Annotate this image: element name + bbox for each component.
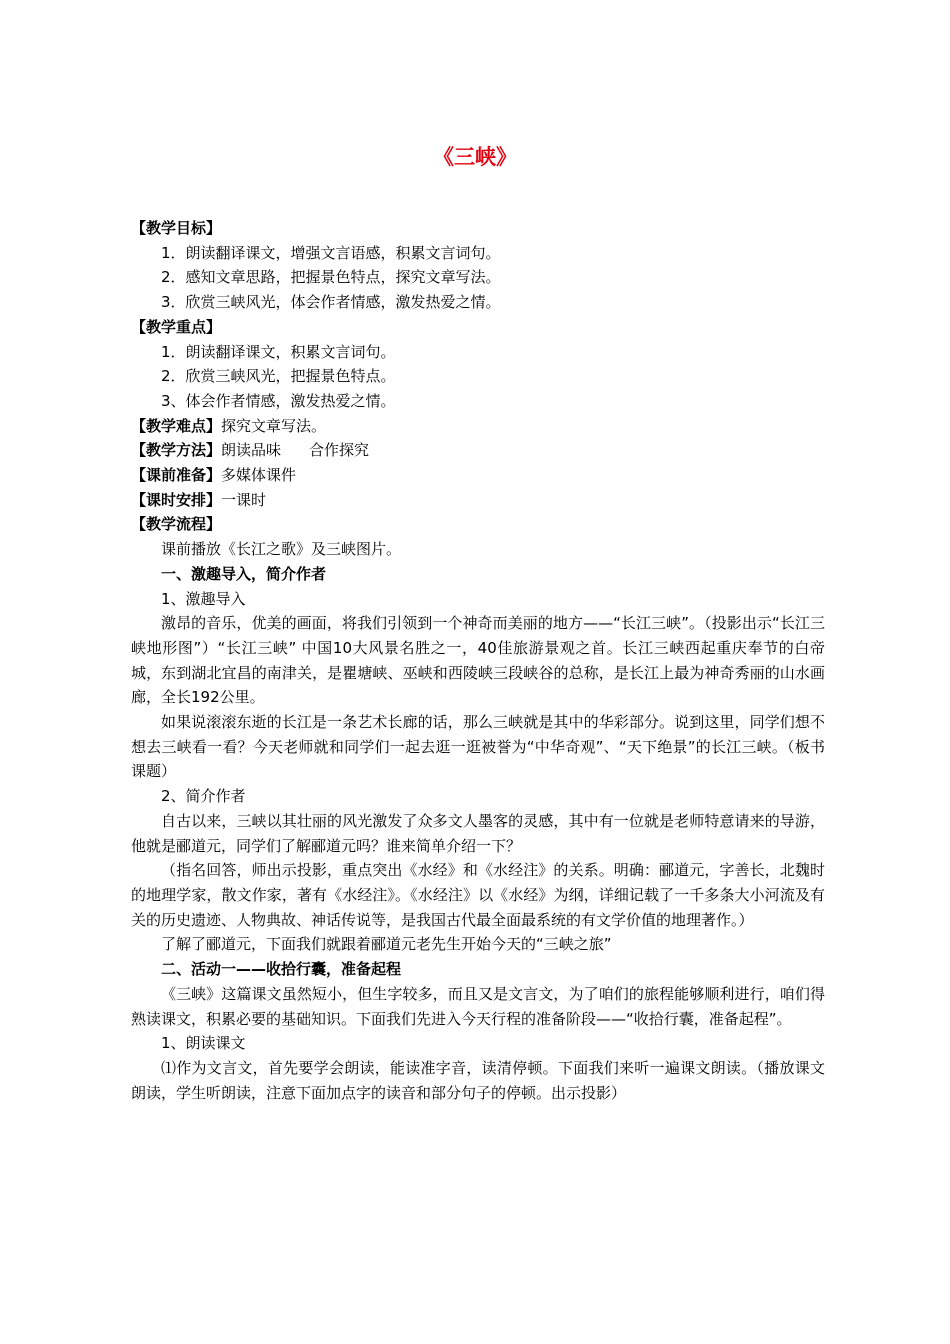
preparation-heading: 【课前准备】 bbox=[131, 466, 222, 485]
section-1-para-4: （指名回答，师出示投影，重点突出《水经》和《水经注》的关系。明确：郦道元，字善长，北魏时的地理学家，散文作家，著有《水经注》。《水经注》以《水经》为纲，详细记载了一千多条大小河流及有关的历史遗迹、人物典故、神话传说等，是我国古代最全面最系统的有文学价值的地理著作。） bbox=[131, 861, 825, 929]
section-1-para-1: 激昂的音乐，优美的画面，将我们引领到一个神奇而美丽的地方——“长江三峡”。（投影出示“长江三峡地形图”）“长江三峡” 中国10大风景名胜之一，40佳旅游景观之首。长江三峡西起重庆奉节的白帝城，东到湖北宜昌的南津关，是瞿塘峡、巫峡和西陵峡三段峡谷的总称，是长江上最为神奇秀丽的山水画廊，全长192公里。 bbox=[131, 614, 825, 707]
section-1-sub-1: 1、激趣导入 bbox=[161, 589, 246, 608]
key-points-heading: 【教学重点】 bbox=[131, 317, 222, 336]
difficulty-heading: 【教学难点】 bbox=[131, 416, 222, 435]
method-text-2: 合作探究 bbox=[309, 441, 370, 460]
document-body bbox=[131, 216, 825, 1105]
process-heading: 【教学流程】 bbox=[131, 515, 222, 534]
section-1-para-5: 了解了郦道元，下面我们就跟着郦道元老先生开始今天的“三峡之旅” bbox=[161, 935, 612, 954]
preparation-text: 多媒体课件 bbox=[221, 466, 297, 485]
section-1-para-2: 如果说滚滚东逝的长江是一条艺术长廊的话，那么三峡就是其中的华彩部分。说到这里，同学们想不想去三峡看一看？今天老师就和同学们一起去逛一逛被誉为“中华奇观”、“天下绝景”的长江三峡。（板书课题） bbox=[131, 713, 825, 781]
schedule-row bbox=[131, 488, 825, 513]
method-text-1: 朗读品味 bbox=[221, 441, 282, 460]
objectives-heading: 【教学目标】 bbox=[131, 219, 222, 237]
difficulty-row bbox=[131, 414, 825, 439]
key-point-item: 1．朗读翻译课文，积累文言词句。 bbox=[161, 342, 396, 361]
section-2-para-2: ⑴作为文言文，首先要学会朗读，能读准字音，读清停顿。下面我们来听一遍课文朗读。（播放课文朗读，学生听朗读，注意下面加点字的读音和部分句子的停顿。出示投影） bbox=[131, 1058, 825, 1102]
key-point-item: 3、体会作者情感，激发热爱之情。 bbox=[161, 391, 396, 410]
schedule-heading: 【课时安排】 bbox=[131, 490, 222, 509]
section-1-sub-2: 2、简介作者 bbox=[161, 787, 246, 806]
schedule-text: 一课时 bbox=[221, 490, 267, 509]
section-2-para-1: 《三峡》这篇课文虽然短小，但生字较多，而且又是文言文，为了咱们的旅程能够顺利进行，咱们得熟读课文，积累必要的基础知识。下面我们先进入今天行程的准备阶段——“收拾行囊，准备起程”。 bbox=[131, 984, 825, 1028]
section-2-title: 二、活动一——收拾行囊，准备起程 bbox=[161, 960, 402, 979]
method-heading: 【教学方法】 bbox=[131, 441, 222, 460]
difficulty-text: 探究文章写法。 bbox=[221, 416, 327, 435]
method-row bbox=[131, 438, 825, 463]
objective-item: 1．朗读翻译课文，增强文言语感，积累文言词句。 bbox=[161, 243, 501, 262]
section-1-title: 一、激趣导入，简介作者 bbox=[161, 564, 327, 583]
section-2-sub-1: 1、朗读课文 bbox=[161, 1034, 246, 1053]
section-1-para-3: 自古以来，三峡以其壮丽的风光激发了众多文人墨客的灵感，其中有一位就是老师特意请来的导游，他就是郦道元，同学们了解郦道元吗？谁来简单介绍一下？ bbox=[131, 811, 825, 855]
key-point-item: 2．欣赏三峡风光，把握景色特点。 bbox=[161, 367, 396, 386]
preparation-row bbox=[131, 463, 825, 488]
objective-item: 3．欣赏三峡风光，体会作者情感，激发热爱之情。 bbox=[161, 293, 501, 312]
process-intro: 课前播放《长江之歌》及三峡图片。 bbox=[161, 540, 402, 559]
document-title: 《三峡》 bbox=[433, 145, 517, 169]
objective-item: 2．感知文章思路，把握景色特点，探究文章写法。 bbox=[161, 268, 501, 287]
